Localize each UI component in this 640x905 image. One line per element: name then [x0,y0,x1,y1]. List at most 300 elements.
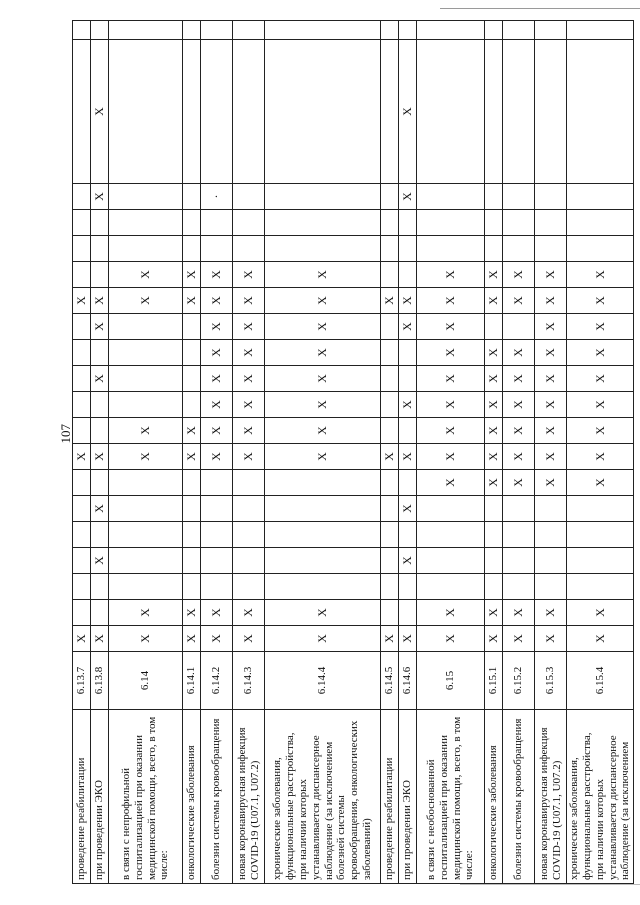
mark-cell: X [265,262,381,288]
mark-cell [183,392,201,418]
mark-cell [91,262,109,288]
mark-cell: X [201,262,233,288]
row-label: новая коронавирусная инфекция COVID-19 (U07.1, U07.2) [233,710,265,884]
empty-cell [535,21,567,40]
mark-cell: X [485,288,503,314]
mark-cell [109,236,183,262]
mark-cell: X [567,444,634,470]
mark-cell [381,184,399,210]
mark-cell: X [73,626,91,652]
mark-cell: X [201,288,233,314]
mark-cell [73,210,91,236]
mark-cell: X [265,314,381,340]
mark-cell: X [183,262,201,288]
mark-cell: X [183,288,201,314]
mark-cell: X [201,418,233,444]
empty-cell [91,21,109,40]
row-code: 6.14.6 [399,652,417,710]
mark-cell [417,522,485,548]
mark-cell: X [91,548,109,574]
mark-cell [201,210,233,236]
mark-cell [567,184,634,210]
mark-cell: X [109,626,183,652]
mark-cell: X [201,626,233,652]
mark-cell: X [503,366,535,392]
mark-cell: X [91,184,109,210]
mark-cell: X [109,444,183,470]
mark-cell [381,522,399,548]
mark-cell: X [91,40,109,184]
mark-cell [73,418,91,444]
empty-cell [265,21,381,40]
mark-cell: X [265,366,381,392]
table-row [109,21,183,884]
mark-cell [503,574,535,600]
row-code: 6.15 [417,652,485,710]
mark-cell: X [535,288,567,314]
mark-cell: X [265,444,381,470]
mark-cell [417,210,485,236]
mark-cell: X [535,600,567,626]
mark-cell [73,470,91,496]
mark-cell [535,522,567,548]
empty-cell [183,21,201,40]
empty-cell [201,21,233,40]
mark-cell [417,548,485,574]
mark-cell [109,340,183,366]
mark-cell [73,236,91,262]
mark-cell [503,522,535,548]
mark-cell [73,40,91,184]
mark-cell [535,40,567,184]
mark-cell: X [503,392,535,418]
mark-cell [265,522,381,548]
mark-cell [567,40,634,184]
mark-cell: X [91,626,109,652]
mark-cell: X [381,288,399,314]
mark-cell: X [503,340,535,366]
mark-cell [109,314,183,340]
empty-cell [381,21,399,40]
mark-cell: X [417,262,485,288]
mark-cell: X [233,262,265,288]
row-code: 6.14.2 [201,652,233,710]
mark-cell: X [567,600,634,626]
mark-cell [183,548,201,574]
mark-cell: X [567,340,634,366]
mark-cell [485,314,503,340]
mark-cell [233,184,265,210]
mark-cell: X [567,262,634,288]
mark-cell: X [417,340,485,366]
mark-cell: X [417,392,485,418]
mark-cell: X [567,418,634,444]
mark-cell: X [233,418,265,444]
mark-cell: X [535,366,567,392]
mark-cell: X [109,600,183,626]
mark-cell: X [265,392,381,418]
mark-cell: X [485,418,503,444]
mark-cell: X [417,470,485,496]
mark-cell: X [265,288,381,314]
mark-cell [535,496,567,522]
mark-cell [233,574,265,600]
mark-cell [399,600,417,626]
mark-cell: X [535,392,567,418]
mark-cell: X [233,444,265,470]
mark-cell [201,574,233,600]
mark-cell [183,236,201,262]
mark-cell [381,548,399,574]
mark-cell [109,40,183,184]
mark-cell: X [91,288,109,314]
mark-cell [399,340,417,366]
mark-cell [485,236,503,262]
mark-cell: X [91,314,109,340]
mark-cell [73,262,91,288]
mark-cell: X [265,600,381,626]
mark-cell [201,470,233,496]
mark-cell [503,496,535,522]
mark-cell [399,262,417,288]
mark-cell: X [399,40,417,184]
mark-cell [265,236,381,262]
mark-cell: X [485,392,503,418]
empty-cell [109,21,183,40]
mark-cell [381,210,399,236]
empty-cell [485,21,503,40]
mark-cell [535,184,567,210]
table-row [503,21,535,884]
mark-cell [535,574,567,600]
mark-cell [567,574,634,600]
mark-cell [233,40,265,184]
mark-cell [201,496,233,522]
mark-cell: X [109,418,183,444]
mark-cell: X [417,314,485,340]
row-label: болезни системы кровообращения [503,710,535,884]
mark-cell [183,366,201,392]
mark-cell [567,210,634,236]
mark-cell [91,210,109,236]
mark-cell: X [567,626,634,652]
mark-cell [201,548,233,574]
mark-cell: X [535,314,567,340]
mark-cell: X [567,288,634,314]
table-row [91,21,109,884]
row-code: 6.15.3 [535,652,567,710]
row-label: проведение реабилитации [381,710,399,884]
mark-cell [183,314,201,340]
mark-cell: X [535,470,567,496]
mark-cell [201,522,233,548]
mark-cell [109,574,183,600]
mark-cell [183,184,201,210]
mark-cell [485,210,503,236]
mark-cell [381,418,399,444]
mark-cell [91,236,109,262]
mark-cell [183,340,201,366]
mark-cell [417,184,485,210]
mark-cell [381,392,399,418]
mark-cell: X [201,600,233,626]
mark-cell [73,392,91,418]
mark-cell [91,522,109,548]
mark-cell: X [201,366,233,392]
mark-cell [73,574,91,600]
mark-cell: X [265,626,381,652]
mark-cell [503,210,535,236]
mark-cell: X [399,392,417,418]
mark-cell [233,470,265,496]
mark-cell [109,184,183,210]
mark-cell: X [201,314,233,340]
mark-cell: X [485,262,503,288]
row-label: в связи с необоснованной госпитализацией при оказании медицинской помощи, всего, в том числе: [417,710,485,884]
mark-cell: X [535,340,567,366]
mark-cell: X [503,470,535,496]
mark-cell [381,470,399,496]
mark-cell: X [233,288,265,314]
row-code: 6.15.4 [567,652,634,710]
mark-cell [381,340,399,366]
mark-cell [233,236,265,262]
mark-cell: X [417,366,485,392]
mark-cell: X [201,340,233,366]
empty-cell [73,21,91,40]
page-number: 107 [58,424,73,444]
mark-cell: X [485,366,503,392]
mark-cell: X [535,418,567,444]
mark-cell: X [503,288,535,314]
table-row [399,21,417,884]
mark-cell: X [381,444,399,470]
mark-cell [265,184,381,210]
mark-cell [381,366,399,392]
table-row [183,21,201,884]
mark-cell [265,40,381,184]
mark-cell [265,470,381,496]
empty-cell [233,21,265,40]
mark-cell [535,548,567,574]
mark-cell [381,262,399,288]
mark-cell: X [485,600,503,626]
mark-cell [73,314,91,340]
codes-table [72,20,634,884]
mark-cell [485,522,503,548]
mark-cell: X [91,496,109,522]
mark-cell [535,236,567,262]
mark-cell: X [535,262,567,288]
mark-cell [233,548,265,574]
mark-cell [109,210,183,236]
table-row [201,21,233,884]
mark-cell [265,210,381,236]
mark-cell [503,236,535,262]
mark-cell [381,600,399,626]
mark-cell: X [399,548,417,574]
mark-cell [91,392,109,418]
mark-cell [183,210,201,236]
mark-cell [183,522,201,548]
mark-cell [73,496,91,522]
mark-cell: X [485,444,503,470]
mark-cell: X [399,626,417,652]
table-row [567,21,634,884]
mark-cell [91,600,109,626]
mark-cell [265,548,381,574]
mark-cell: X [109,262,183,288]
mark-cell: X [183,600,201,626]
mark-cell [109,496,183,522]
mark-cell: X [485,470,503,496]
mark-cell: X [417,600,485,626]
mark-cell [265,496,381,522]
mark-cell [503,548,535,574]
row-label: хронические заболевания, функциональные расстройства, при наличии которых устанавливается диспансерное наблюдение (за исключением [567,710,634,884]
mark-cell: X [183,418,201,444]
mark-cell: X [417,418,485,444]
row-label: при проведении ЭКО [91,710,109,884]
mark-cell: X [567,392,634,418]
empty-cell [567,21,634,40]
footer-rule [460,884,640,885]
row-label: в связи с непрофильной госпитализацией при оказании медицинской помощи, всего, в том числе: [109,710,183,884]
mark-cell [73,340,91,366]
mark-cell [233,496,265,522]
mark-cell: · [201,184,233,210]
mark-cell [567,522,634,548]
mark-cell: X [265,418,381,444]
mark-cell: X [381,626,399,652]
mark-cell: X [183,444,201,470]
table-row [417,21,485,884]
mark-cell [109,470,183,496]
row-code: 6.13.8 [91,652,109,710]
mark-cell: X [567,314,634,340]
mark-cell [183,40,201,184]
mark-cell: X [503,444,535,470]
mark-cell [381,496,399,522]
row-label: онкологические заболевания [485,710,503,884]
mark-cell [503,40,535,184]
mark-cell: X [485,626,503,652]
mark-cell: X [265,340,381,366]
row-code: 6.14.1 [183,652,201,710]
mark-cell [183,574,201,600]
mark-cell: X [183,626,201,652]
mark-cell: X [233,392,265,418]
mark-cell [417,574,485,600]
mark-cell [183,470,201,496]
table-row [73,21,91,884]
mark-cell [503,184,535,210]
mark-cell [567,548,634,574]
mark-cell [73,548,91,574]
row-code: 6.15.1 [485,652,503,710]
rotated-page-content [72,20,632,880]
mark-cell [109,548,183,574]
mark-cell [381,40,399,184]
mark-cell: X [109,288,183,314]
row-code: 6.14.3 [233,652,265,710]
mark-cell [91,418,109,444]
empty-cell [503,21,535,40]
mark-cell [417,236,485,262]
mark-cell: X [535,626,567,652]
table-row [485,21,503,884]
mark-cell: X [485,340,503,366]
mark-cell: X [503,418,535,444]
mark-cell [73,600,91,626]
mark-cell [485,184,503,210]
mark-cell [399,574,417,600]
mark-cell: X [91,366,109,392]
mark-cell [109,366,183,392]
mark-cell [417,40,485,184]
mark-cell: X [201,392,233,418]
mark-cell [91,574,109,600]
mark-cell [485,574,503,600]
table-row [233,21,265,884]
mark-cell [73,366,91,392]
mark-cell [381,236,399,262]
mark-cell [399,236,417,262]
mark-cell [399,366,417,392]
mark-cell: X [233,340,265,366]
mark-cell: X [503,626,535,652]
row-label: проведение реабилитации [73,710,91,884]
row-code: 6.15.2 [503,652,535,710]
mark-cell [265,574,381,600]
row-code: 6.13.7 [73,652,91,710]
mark-cell [109,392,183,418]
mark-cell: X [399,314,417,340]
row-code: 6.14.4 [265,652,381,710]
mark-cell: X [201,444,233,470]
mark-cell: X [233,366,265,392]
table-row [381,21,399,884]
mark-cell: X [233,314,265,340]
mark-cell: X [73,288,91,314]
mark-cell [233,522,265,548]
mark-cell: X [233,600,265,626]
mark-cell: X [233,626,265,652]
row-label: новая коронавирусная инфекция COVID-19 (U07.1, U07.2) [535,710,567,884]
row-label: хронические заболевания, функциональные расстройства, при наличии которых устанавливается диспансерное наблюдение (за исключением болезней системы кровообращения, онкологических заболеваний) [265,710,381,884]
mark-cell: X [417,626,485,652]
mark-cell [399,418,417,444]
mark-cell [535,210,567,236]
mark-cell: X [399,496,417,522]
row-code: 6.14 [109,652,183,710]
mark-cell [73,522,91,548]
mark-cell: X [567,366,634,392]
mark-cell [399,210,417,236]
mark-cell: X [503,600,535,626]
mark-cell [201,40,233,184]
mark-cell: X [399,444,417,470]
mark-cell [183,496,201,522]
mark-cell: X [91,444,109,470]
header-rule [440,8,640,9]
mark-cell [201,236,233,262]
mark-cell [91,470,109,496]
mark-cell: X [535,444,567,470]
table-row [265,21,381,884]
table-row [535,21,567,884]
mark-cell [109,522,183,548]
